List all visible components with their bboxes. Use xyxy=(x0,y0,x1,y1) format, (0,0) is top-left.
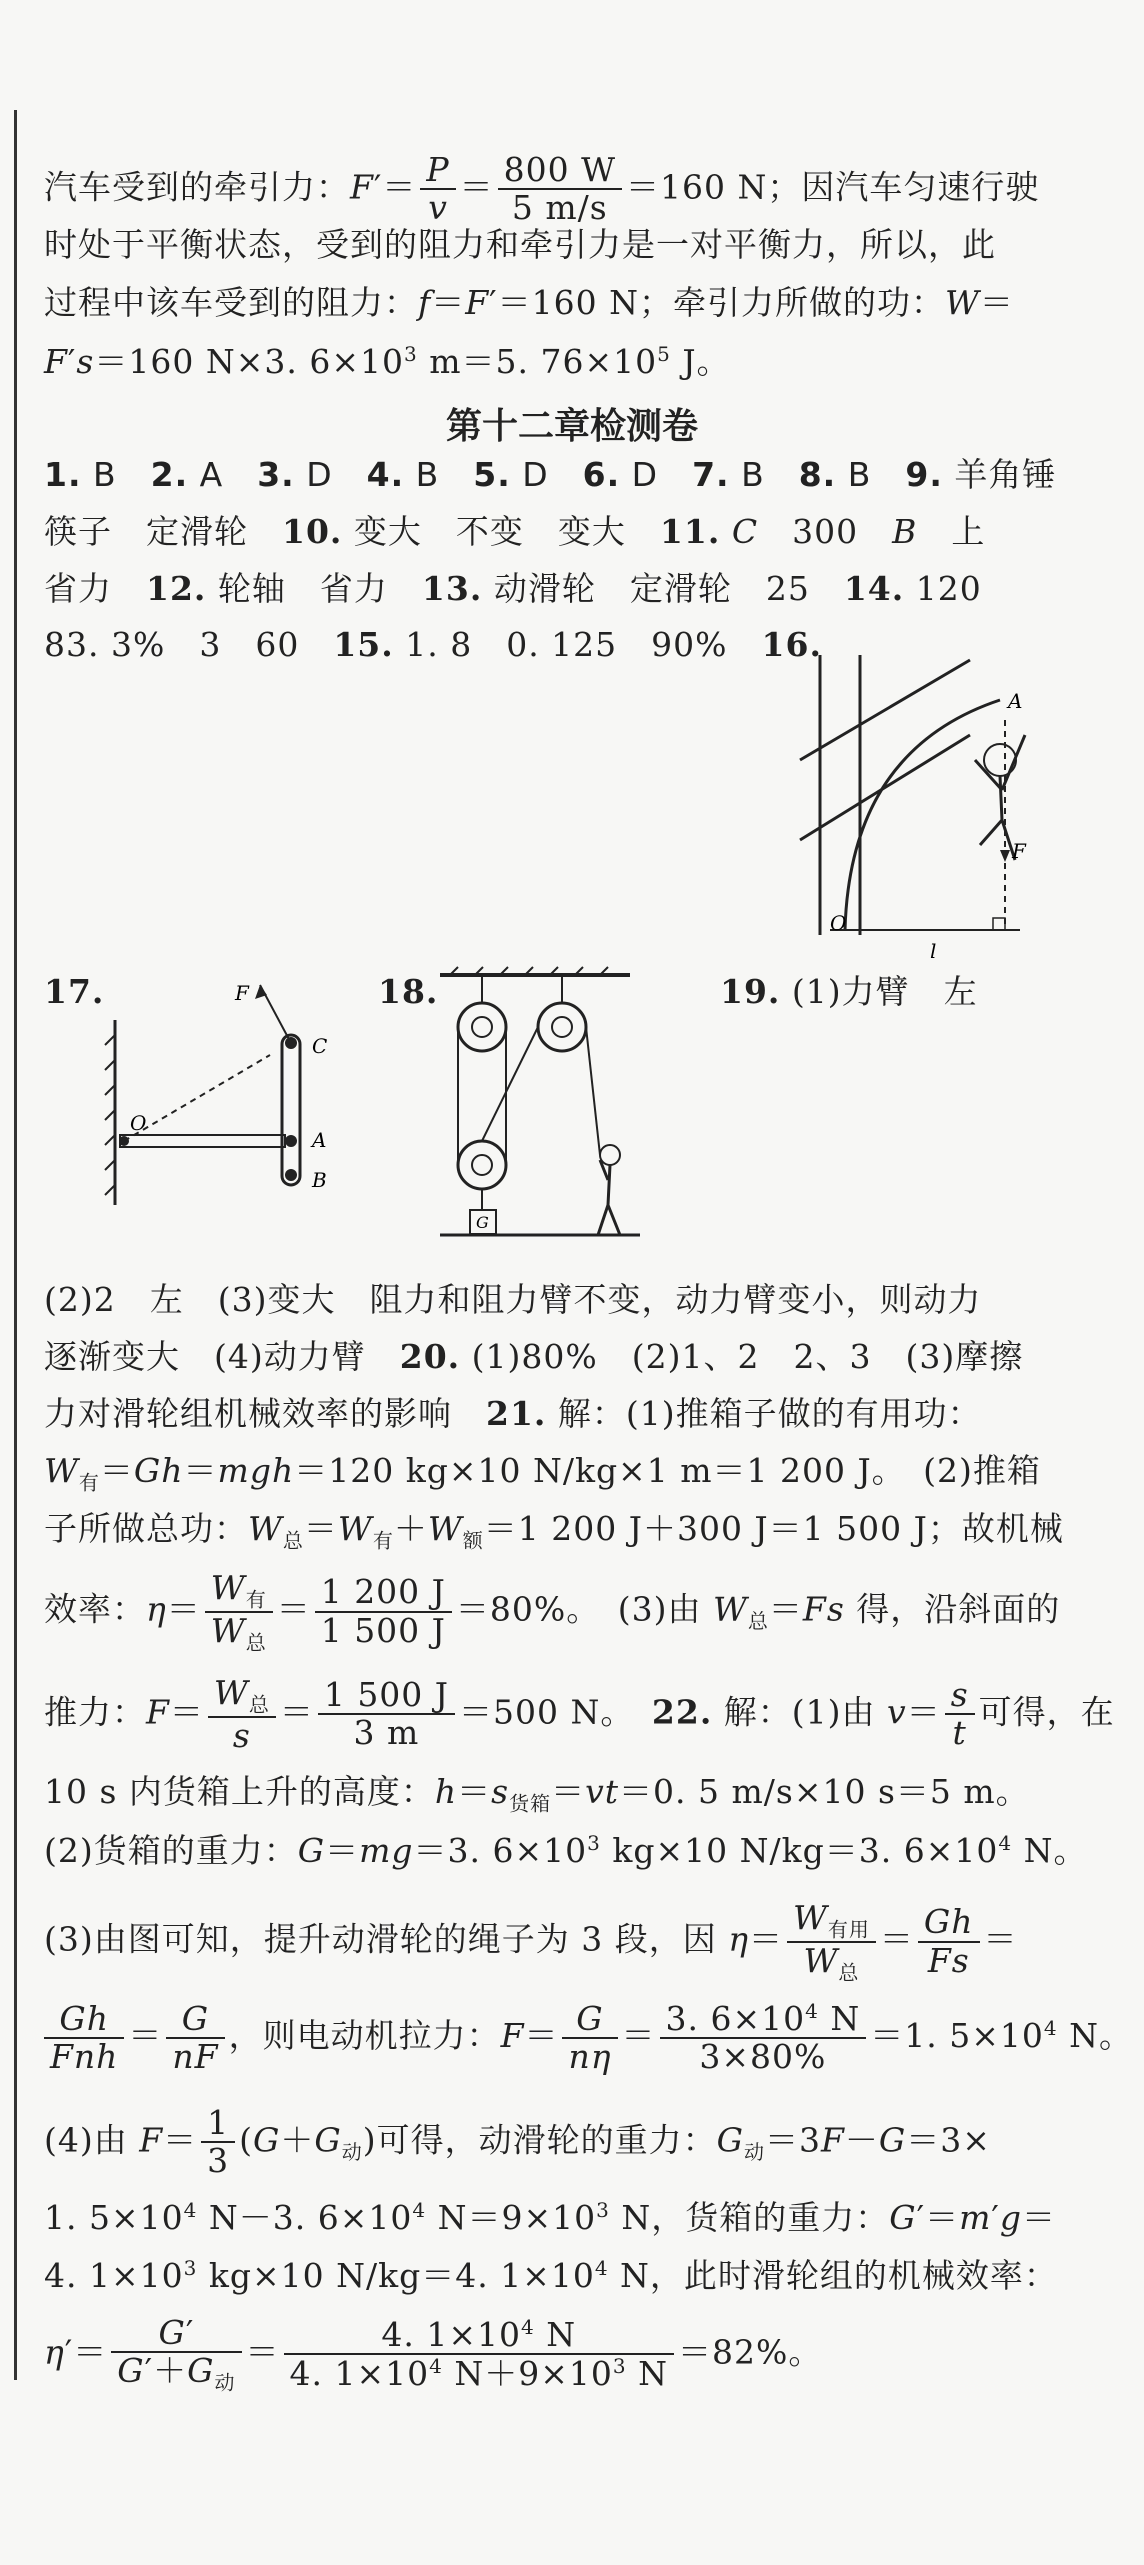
q16-label-a: A xyxy=(1008,689,1023,713)
text-line: F′s＝160 N×3. $6\times 10^3$ m＝5. $76\times 10^5$ J。 xyxy=(44,342,731,381)
text-line: $W_有=Gh=mgh=120$ kg×10 N/kg×1 m＝1 200 J。 (2)推箱 xyxy=(44,1451,1041,1495)
text-line: (2)2 左 (3)变大 阻力和阻力臂不变，动力臂变小，则动力 xyxy=(44,1280,982,1319)
q16-label-l: l xyxy=(930,939,937,963)
text-line: 推力：F＝ $\frac{W_总}{s}$ ＝ $\frac{1 500 J}{3 m}$ ＝500 N。 22. 解：(1)由 v＝ $\frac{s}{t}$ 可得，在 xyxy=(44,1673,1115,1755)
q19-number: 19. xyxy=(720,972,781,1011)
text-line: 效率：η＝ $\frac{W_有}{W_总}$ ＝ $\frac{1 200 J}{1 500 J}$ ＝80%。 (3)由 $W_总=Fs$ 得，沿斜面的 xyxy=(44,1568,1061,1655)
q18-label-g: G xyxy=(476,1213,489,1232)
q17-label-a: A xyxy=(312,1128,327,1152)
text-line: 时处于平衡状态，受到的阻力和牵引力是一对平衡力，所以，此 xyxy=(44,225,996,264)
answer-line: 83. 3% 3 60 15. 1. 8 0. 125 90% 16. xyxy=(44,625,822,664)
text-line: η′＝ $\frac{G'}{G'+G_动}$ ＝ $\frac{4. 1\times 10^4 N}{4. 1\times 10^4 N+9\times 10^3 N}$ ＝82%。 xyxy=(44,2313,823,2395)
text-line: 1. $5\times 10^4$ N－3. $6\times 10^4$ $N=9\times 10^3$ N，货箱的重力：G′＝m′g＝ xyxy=(44,2198,1056,2237)
text-line: 子所做总功：$W_总=W_有+W_额=1$ 200 J＋300 J＝1 500 J；故机械 xyxy=(44,1509,1064,1553)
chapter-title: 第十二章检测卷 xyxy=(445,406,698,447)
q18-pulley-diagram xyxy=(430,965,650,1255)
q19-answer-text: (1)力臂 左 xyxy=(791,972,978,1011)
q17-label-f: F xyxy=(235,981,249,1005)
q17-label-o: O xyxy=(130,1111,147,1135)
q16-label-o: O xyxy=(830,911,847,935)
text-line: (3)由图可知，提升动滑轮的绳子为 3 段，因 η＝ $\frac{W_{有用}}{W_总}$ ＝ $\frac{Gh}{Fs}$ ＝ xyxy=(44,1898,1018,1985)
text-line: (4)由 F＝ $\frac{1}{3}$ $(G+G_动)$可得，动滑轮的重力：$G_动=3F-G=3\times$ xyxy=(44,2103,991,2181)
q19-answer xyxy=(720,972,978,1011)
q17-lever-diagram xyxy=(100,965,360,1215)
q16-lever-diagram xyxy=(790,640,1050,970)
left-margin-rule xyxy=(14,110,17,2380)
text-line: (2)货箱的重力：G＝mg＝3. $6\times 10^3$ kg×10 N/kg＝3. $6\times 10^4$ N。 xyxy=(44,1831,1088,1870)
text-line: 4. $1\times 10^3$ kg×10 N/kg＝4. $1\times 10^4$ N，此时滑轮组的机械效率： xyxy=(44,2256,1058,2295)
text-line: $\frac{Gh}{\text{Fnh}}$ ＝ $\frac{G}{nF}$ ，则电动机拉力：F＝ $\frac{G}{n\eta}$ ＝ $\frac{3. 6\times 10^4 N}{3\times 80\%}$ ＝1. $5\times 10^4$ N。 xyxy=(44,2000,1133,2076)
text-line: 逐渐变大 (4)动力臂 20. (1)80% (2)1、2 2、3 (3)摩擦 xyxy=(44,1337,1024,1376)
text-line: 过程中该车受到的阻力：f＝F′＝160 N；牵引力所做的功：W＝ xyxy=(44,283,1014,322)
answer-line: 筷子 定滑轮 10. 变大 不变 变大 11. C 300 B 上 xyxy=(44,512,986,551)
q17-label-c: C xyxy=(312,1034,328,1058)
q17-number: 17. xyxy=(44,972,105,1011)
q18-number: 18. xyxy=(378,972,439,1011)
q16-label-f: F xyxy=(1012,839,1026,863)
text-line: 汽车受到的牵引力：F′＝ $\frac{P}{v}$ ＝ $\frac{800 W}{5 m/s}$ ＝160 N；因汽车匀速行驶 xyxy=(44,150,1040,228)
text-line: 10 s 内货箱上升的高度：$h=s_{货箱}=vt=0$. 5 m/s×10 s＝5 m。 xyxy=(44,1772,1030,1816)
answer-line: 1. B 2. A 3. D 4. B 5. D 6. D 7. B 8. B 9. 羊角锤 xyxy=(44,455,1057,494)
q17-label-b: B xyxy=(312,1168,327,1192)
text-line: 力对滑轮组机械效率的影响 21. 解：(1)推箱子做的有用功： xyxy=(44,1394,982,1433)
answer-line: 省力 12. 轮轴 省力 13. 动滑轮 定滑轮 25 14. 120 xyxy=(44,569,982,608)
